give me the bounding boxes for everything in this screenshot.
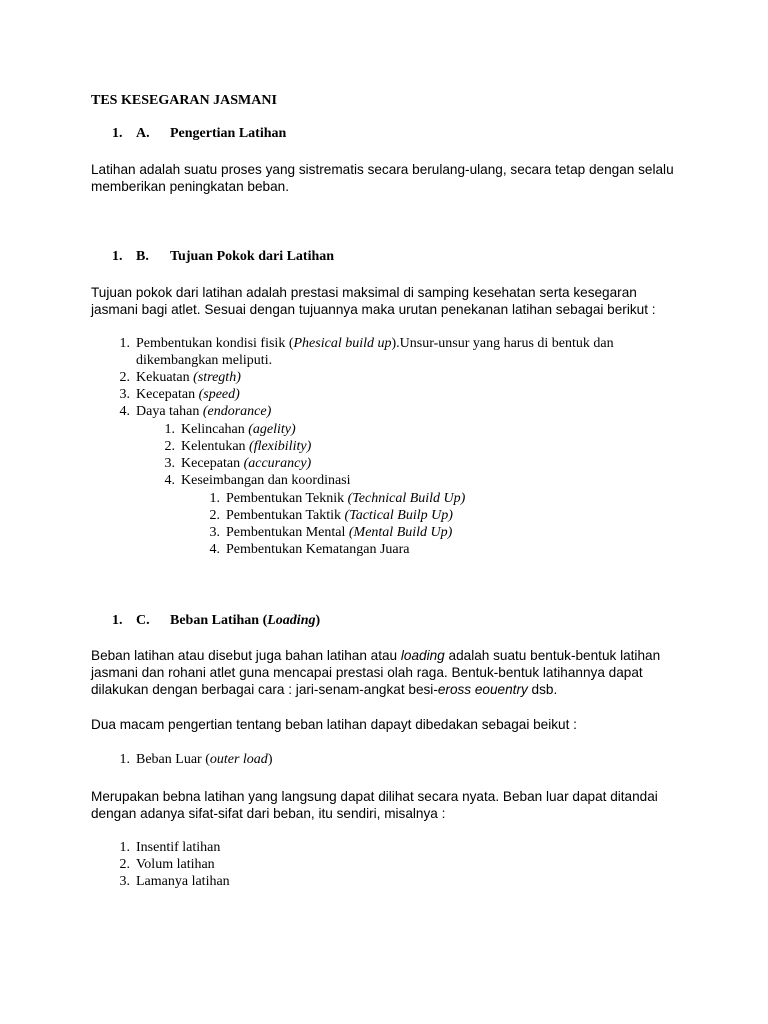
- list-number: 2.: [164, 439, 175, 454]
- list-item: [112, 751, 272, 768]
- list-number: 2.: [119, 370, 130, 385]
- list-number: 1.: [209, 491, 220, 506]
- physical-components-list: [157, 421, 351, 489]
- list-number: 3.: [119, 387, 130, 402]
- section-a-title: Pengertian Latihan: [170, 126, 287, 141]
- section-a-heading: [91, 125, 691, 142]
- list-number: 2.: [209, 508, 220, 523]
- list-text: Kelentukan (flexibility): [181, 439, 312, 454]
- list-number: 4.: [209, 542, 220, 557]
- list-text: Keseimbangan dan koordinasi: [181, 473, 351, 488]
- paragraph-line: Beban latihan atau disebut juga bahan latihan atau loading adalah suatu bentuk-bentuk latihan: [91, 648, 661, 663]
- list-item: [157, 472, 351, 489]
- paragraph-line: memberikan peningkatan beban.: [91, 179, 289, 194]
- list-number: 4.: [119, 404, 130, 419]
- list-text: Kelincahan (agelity): [181, 422, 296, 437]
- list-text: Pembentukan Teknik (Technical Build Up): [226, 491, 466, 506]
- list-text: Kecepatan (accurancy): [181, 456, 312, 471]
- list-item: [112, 856, 230, 873]
- list-text: Kekuatan (stregth): [136, 370, 241, 385]
- list-item: [202, 541, 465, 558]
- list-item: [157, 438, 351, 455]
- section-c-paragraph-1: [91, 647, 676, 698]
- list-number: 4.: [164, 473, 175, 488]
- paragraph-line: Tujuan pokok dari latihan adalah prestasi maksimal di samping kesehatan serta kesegaran: [91, 285, 637, 300]
- paragraph-line: jasmani bagi atlet. Sesuai dengan tujuannya maka urutan penekanan latihan sebagai berikut :: [91, 302, 656, 317]
- list-item: [157, 421, 351, 438]
- list-text: Kecepatan (speed): [136, 387, 240, 402]
- list-item: [112, 386, 614, 403]
- list-text: Beban Luar (outer load): [136, 752, 273, 767]
- section-c-heading: [91, 612, 691, 629]
- section-a-number: 1.: [112, 126, 123, 141]
- section-c-paragraph-2: [91, 716, 676, 733]
- section-c-paragraph-3: [91, 788, 676, 822]
- list-text-continuation: dikembangkan meliputi.: [136, 353, 273, 368]
- section-b-number: 1.: [112, 249, 123, 264]
- list-item: [112, 839, 230, 856]
- list-text: Pembentukan Kematangan Juara: [226, 542, 410, 557]
- section-a-letter: A.: [136, 126, 150, 141]
- list-text: Pembentukan kondisi fisik (Phesical build up).Unsur-unsur yang harus di bentuk dan: [136, 336, 614, 351]
- list-item: [202, 490, 465, 507]
- outer-load-properties-list: [112, 839, 230, 890]
- list-number: 3.: [164, 456, 175, 471]
- list-text: Volum latihan: [136, 857, 215, 872]
- list-item: [112, 873, 230, 890]
- list-item: [112, 335, 614, 369]
- paragraph-line: Merupakan bebna latihan yang langsung dapat dilihat secara nyata. Beban luar dapat ditandai: [91, 789, 658, 804]
- list-number: 1.: [119, 840, 130, 855]
- list-number: 1.: [119, 336, 130, 351]
- section-b-paragraph: [91, 284, 676, 318]
- list-number: 1.: [119, 752, 130, 767]
- list-text: Lamanya latihan: [136, 874, 230, 889]
- list-item: [157, 455, 351, 472]
- list-text: Pembentukan Mental (Mental Build Up): [226, 525, 453, 540]
- section-c-title: Beban Latihan (Loading): [170, 613, 321, 628]
- list-number: 3.: [119, 874, 130, 889]
- section-b-title: Tujuan Pokok dari Latihan: [170, 249, 335, 264]
- list-text: Pembentukan Taktik (Tactical Builp Up): [226, 508, 453, 523]
- list-number: 3.: [209, 525, 220, 540]
- list-item: [202, 524, 465, 541]
- list-item: [112, 403, 614, 420]
- list-text: Daya tahan (endorance): [136, 404, 272, 419]
- section-b-heading: [91, 248, 691, 265]
- section-c-letter: C.: [136, 613, 150, 628]
- section-c-number: 1.: [112, 613, 123, 628]
- paragraph-line: Latihan adalah suatu proses yang sistrematis secara berulang-ulang, secara tetap dengan selalu: [91, 162, 674, 177]
- section-b-letter: B.: [136, 249, 149, 264]
- paragraph-line: Dua macam pengertian tentang beban latihan dapayt dibedakan sebagai beikut :: [91, 717, 577, 732]
- training-priority-list: [112, 335, 614, 420]
- list-item: [112, 369, 614, 386]
- list-number: 1.: [164, 422, 175, 437]
- paragraph-line: dilakukan dengan berbagai cara : jari-senam-angkat besi-eross eouentry dsb.: [91, 682, 558, 697]
- load-type-list: [112, 751, 272, 768]
- paragraph-line: dengan adanya sifat-sifat dari beban, itu sendiri, misalnya :: [91, 806, 446, 821]
- list-item: [202, 507, 465, 524]
- section-a-paragraph: [91, 161, 676, 195]
- list-text: Insentif latihan: [136, 840, 221, 855]
- document-title: TES KESEGARAN JASMANI: [91, 93, 277, 108]
- list-number: 2.: [119, 857, 130, 872]
- paragraph-line: jasmani dan rohani atlet guna mencapai prestasi olah raga. Bentuk-bentuk latihannya dapat: [91, 665, 643, 680]
- build-up-list: [202, 490, 465, 558]
